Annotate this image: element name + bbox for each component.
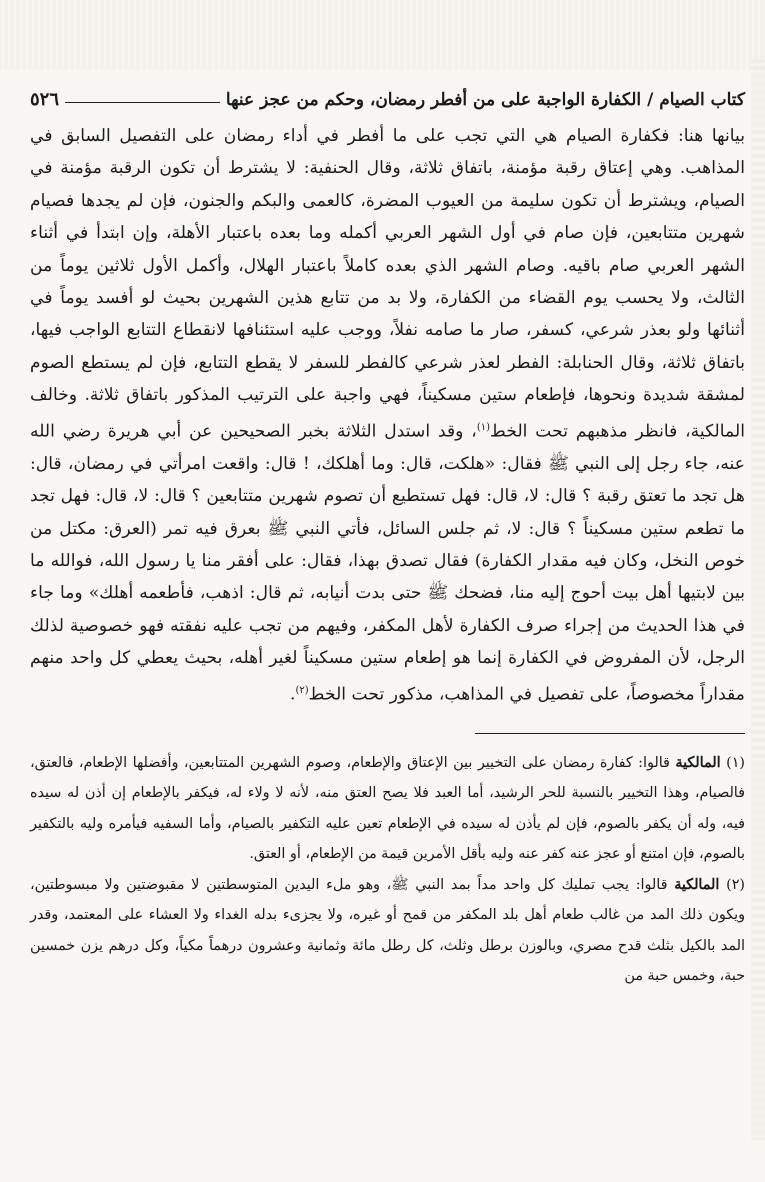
footnotes bbox=[30, 748, 745, 992]
running-header bbox=[30, 82, 745, 114]
footnote-1-number: (١) bbox=[726, 754, 745, 771]
book-page bbox=[30, 82, 745, 1162]
main-text-end: . bbox=[290, 684, 296, 705]
footnote-2-heading: المالكية bbox=[674, 876, 720, 893]
footnote-2-text: قالوا: يجب تمليك كل واحد مداً بمد النبي ﷺ، وهو ملء اليدين المتوسطتين لا مقبوضتين ولا مبسوطتين، ويكون ذلك المد من غالب طعام أهل بلد المكفر من قمح أو غيره، ولا يجزىء بدله الغداء ولا العشاء على المعتمد، وقدر المد بالكيل بثلث قدح مصري، وبالوزن برطل وثلث، كل رطل مائة وثمانية وعشرون درهماً مكياً، وكل درهم يزن خمسين حبة، وخمس حبة من bbox=[30, 876, 745, 985]
footnote-1-heading: المالكية bbox=[675, 754, 721, 771]
page-number: ٥٢٦ bbox=[30, 89, 60, 110]
main-text-part-2: ، وقد استدل الثلاثة بخبر الصحيحين عن أبي هريرة رضي الله عنه، جاء رجل إلى النبي ﷺ فقال: «هلكت، قال: وما أهلكك، ! قال: واقعت امرأتي في رمضان، قال: هل تجد ما تعتق رقبة ؟ قال: لا، قال: فهل تستطيع أن تصوم شهرين متتابعين ؟ قال: لا، قال: فهل تجد ما تطعم ستين مسكيناً ؟ قال: لا، ثم جلس السائل، فأتي النبي ﷺ بعرق فيه تمر (العرق: مكتل من خوص النخل، وكان فيه مقدار الكفارة) فقال تصدق بهذا، فقال: على أفقر منا يا رسول الله، فوالله ما بين لابتيها أهل بيت أحوج إليه منا، فضحك ﷺ حتى بدت أنيابه، ثم قال: اذهب، فأطعمه أهلك» وما جاء في هذا الحديث من إجراء صرف الكفارة لأهل المكفر، وفيهم من تجب عليه نفقته فهو خصوصية لذلك الرجل، لأن المفروض في الكفارة إنما هو إطعام ستين مسكيناً لغير أهله، بحيث يعطي كل واحد منهم مقداراً مخصوصاً، على تفصيل في المذاهب، مذكور تحت الخط bbox=[30, 421, 745, 705]
footnote-2 bbox=[30, 870, 745, 992]
header-title: كتاب الصيام / الكفارة الواجبة على من أفطر رمضان، وحكم من عجز عنها bbox=[225, 90, 745, 110]
footnote-1 bbox=[30, 748, 745, 870]
scan-edge-right bbox=[751, 60, 765, 1140]
footnote-ref-2: (٢) bbox=[295, 684, 309, 696]
main-paragraph bbox=[30, 120, 745, 711]
main-text bbox=[30, 120, 745, 711]
main-text-part-1: بيانها هنا: فكفارة الصيام هي التي تجب على ما أفطر في أداء رمضان على التفصيل السابق في المذاهب. وهي إعتاق رقبة مؤمنة، باتفاق ثلاثة، وقال الحنفية: لا يشترط أن تكون الرقبة مؤمنة في الصيام، ويشترط أن تكون سليمة من العيوب المضرة، كالعمى والبكم والجنون، فإن لم يجدها فصيام شهرين متتابعين، فإن صام في أول الشهر العربي أكمله وما بعده باعتبار الأهلة، وإن ابتدأ في أثناء الشهر العربي صام باقيه. وصام الشهر الذي بعده كاملاً باعتبار الهلال، وأكمل الأول ثلاثين يوماً من الثالث، ولا يحسب يوم القضاء من الكفارة، ولا بد من تتابع هذين الشهرين بحيث لو أفسد يوماً في أثنائها ولو بعذر شرعي، كسفر، صار ما صامه نفلاً، ووجب عليه استئنافها لانقطاع التتابع الواجب فيها، باتفاق ثلاثة، وقال الحنابلة: الفطر لعذر شرعي كالفطر للسفر لا يقطع التتابع، فإن لم يستطع الصوم لمشقة شديدة ونحوها، فإطعام ستين مسكيناً، فهي واجبة على الترتيب المذكور باتفاق ثلاثة. وخالف المالكية، فانظر مذهبهم تحت الخط bbox=[30, 126, 745, 442]
footnote-separator bbox=[475, 733, 745, 734]
scan-edge-top bbox=[0, 0, 765, 70]
footnote-ref-1: (١) bbox=[476, 421, 491, 433]
footnote-2-number: (٢) bbox=[726, 876, 745, 893]
footnote-1-text: قالوا: كفارة رمضان على التخيير بين الإعتاق والإطعام، وصوم الشهرين المتتابعين، وأفضلها الإطعام، فالعتق، فالصيام، وهذا التخيير بالنسبة للحر الرشيد، أما العبد فلا يصح العتق منه، لأنه لا ولاء له، فيكفر بالإطعام إن أذن له سيده فيه، وله أن يكفر بالصوم، فإن لم يأذن له سيده في الإطعام تعين عليه التكفير بالصيام، وأما السفيه فيأمره وليه بالتكفير بالصوم، فإن امتنع أو عجز عنه كفر عنه وليه بأقل الأمرين قيمة من الإطعام، أو العتق. bbox=[30, 754, 745, 863]
header-rule bbox=[65, 102, 220, 103]
